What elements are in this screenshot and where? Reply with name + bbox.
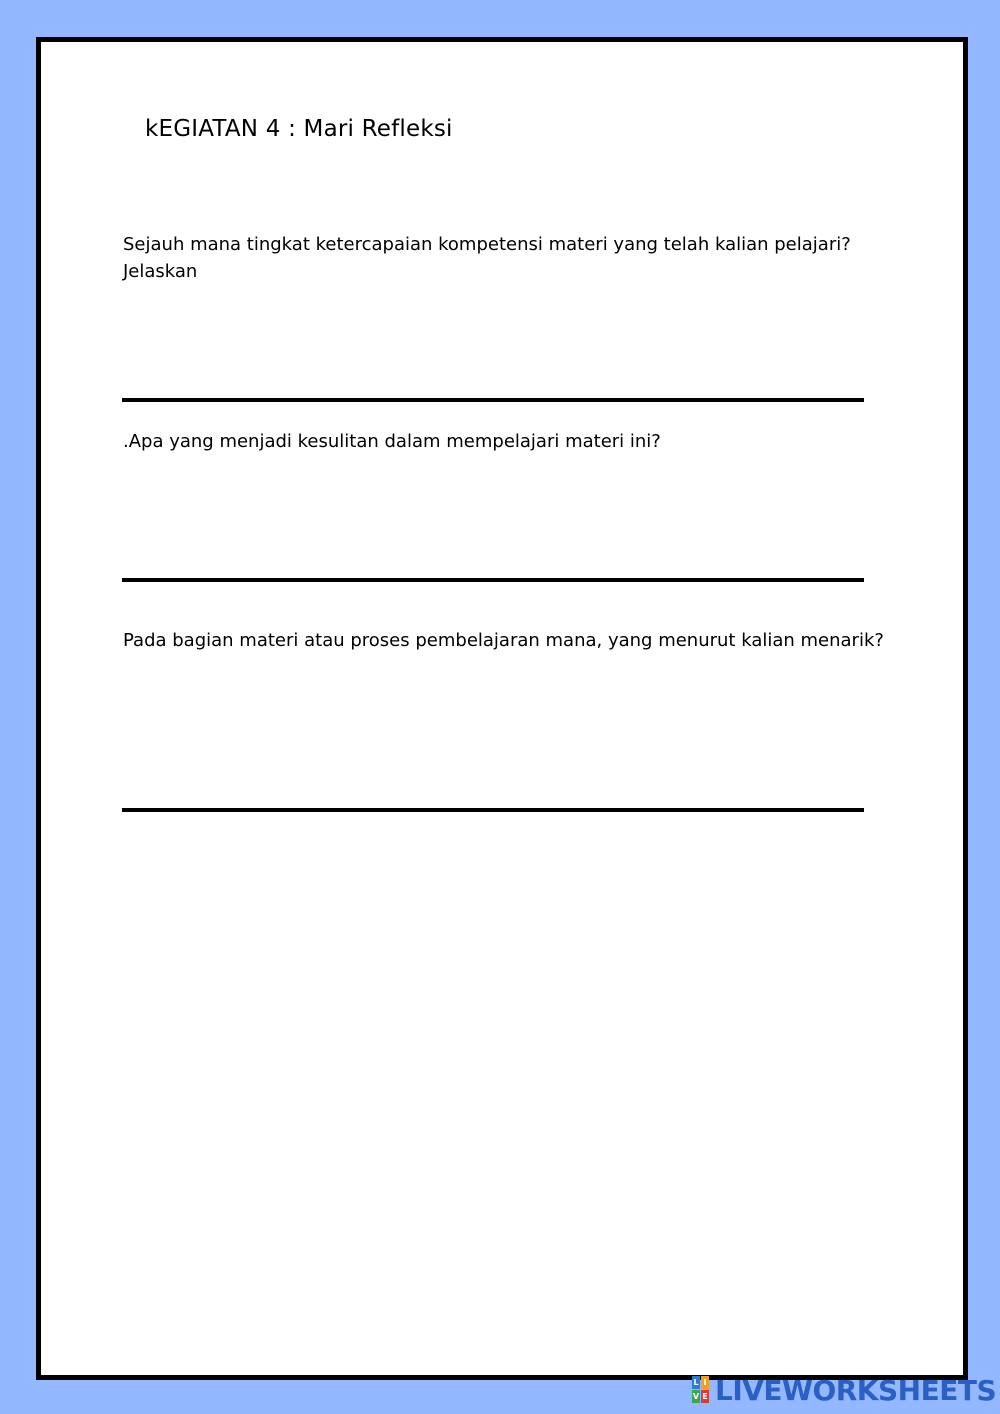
question-1: Sejauh mana tingkat ketercapaian kompetensi materi yang telah kalian pelajari? Jelaskan — [123, 234, 851, 282]
answer-line-1[interactable] — [122, 398, 864, 402]
logo-letter-i: I — [701, 1376, 709, 1389]
answer-line-3[interactable] — [122, 808, 864, 812]
liveworksheets-logo-icon — [692, 1376, 710, 1404]
worksheet-page — [36, 37, 968, 1380]
answer-line-2[interactable] — [122, 578, 864, 582]
liveworksheets-brand — [692, 1375, 996, 1405]
question-2: .Apa yang menjadi kesulitan dalam mempelajari materi ini? — [123, 431, 661, 452]
logo-letter-v: V — [692, 1392, 700, 1401]
liveworksheets-logo-text: LIVEWORKSHEETS — [715, 1373, 997, 1407]
logo-letter-e: E — [702, 1392, 708, 1401]
logo-letter-l: L — [693, 1378, 699, 1387]
question-3: Pada bagian materi atau proses pembelajaran mana, yang menurut kalian menarik? — [123, 630, 884, 651]
worksheet-title: kEGIATAN 4 : Mari Refleksi — [145, 116, 453, 142]
